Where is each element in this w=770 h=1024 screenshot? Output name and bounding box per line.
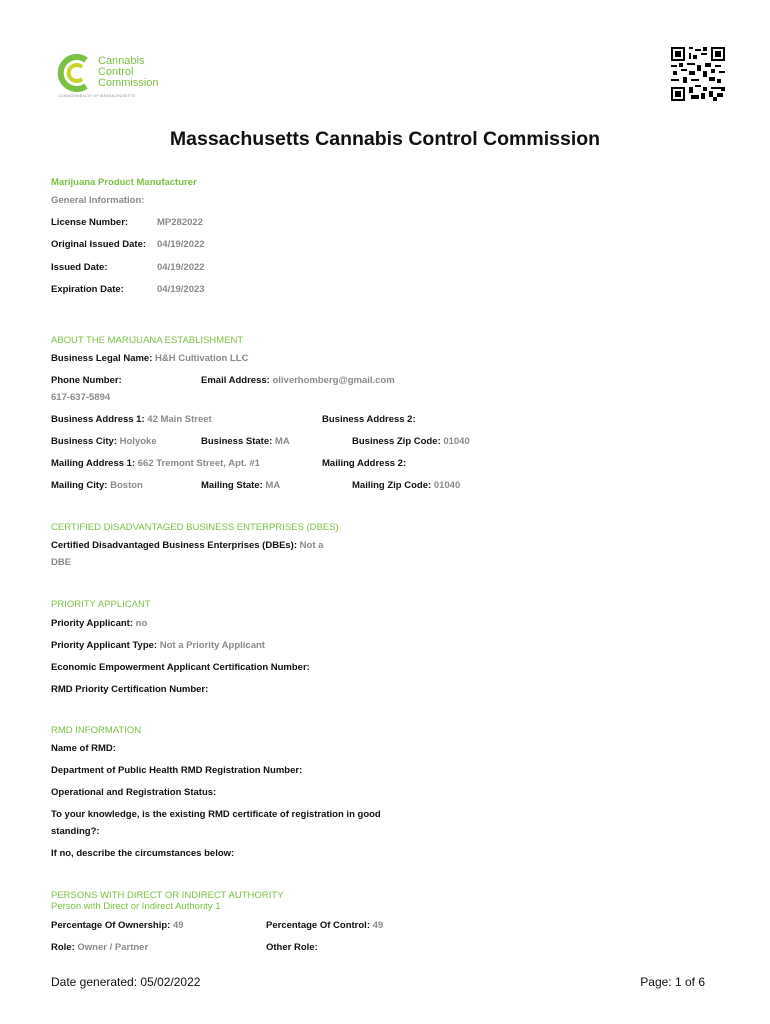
priority-type-row xyxy=(51,640,265,651)
mailing-address1-value: 662 Tremont Street, Apt. #1 xyxy=(137,458,260,469)
email-label: Email Address: xyxy=(201,375,270,386)
mailing-address1-row xyxy=(51,458,260,469)
priority-type-value: Not a Priority Applicant xyxy=(159,640,265,651)
good-standing-line1: To your knowledge, is the existing RMD certificate of registration in good xyxy=(51,809,381,820)
logo-line: Cannabis xyxy=(98,55,145,67)
dbe-value-part1: Not a xyxy=(299,540,324,551)
mailing-state-row xyxy=(201,480,280,491)
rmd-heading: RMD INFORMATION xyxy=(51,725,142,736)
describe-circumstances-label: If no, describe the circumstances below: xyxy=(51,848,235,859)
ownership-row xyxy=(51,920,184,931)
establishment-heading: ABOUT THE MARIJUANA ESTABLISHMENT xyxy=(51,335,244,346)
qr-code-icon xyxy=(671,47,725,101)
logo-text xyxy=(98,56,159,89)
dbe-label: Certified Disadvantaged Business Enterprises (DBEs): xyxy=(51,540,298,551)
mailing-city-value: Boston xyxy=(110,480,143,491)
business-city-row xyxy=(51,436,157,447)
logo-line: Control xyxy=(98,66,134,78)
ownership-value: 49 xyxy=(172,920,184,931)
page-number: Page: 1 of 6 xyxy=(640,975,705,989)
page-title: Massachusetts Cannabis Control Commission xyxy=(169,128,601,150)
dph-registration-label: Department of Public Health RMD Registration Number: xyxy=(51,765,303,776)
original-issued-label: Original Issued Date: xyxy=(51,239,147,250)
legal-name-row xyxy=(51,353,248,364)
business-address1-value: 42 Main Street xyxy=(147,414,212,425)
business-state-value: MA xyxy=(274,436,290,447)
priority-applicant-label: Priority Applicant: xyxy=(51,618,133,629)
license-number-label: License Number: xyxy=(51,217,129,228)
email-value: oliverhomberg@gmail.com xyxy=(272,375,395,386)
dbe-row xyxy=(51,540,323,551)
license-type-heading: Marijuana Product Manufacturer xyxy=(51,177,197,188)
business-address2-row xyxy=(322,414,416,425)
legal-name-label: Business Legal Name: xyxy=(51,353,153,364)
control-label: Percentage Of Control: xyxy=(266,920,370,931)
business-address2-label: Business Address 2: xyxy=(322,414,416,425)
issued-date-label: Issued Date: xyxy=(51,262,108,273)
legal-name-value: H&H Cultivation LLC xyxy=(155,353,249,364)
priority-heading: PRIORITY APPLICANT xyxy=(51,599,151,610)
original-issued-value: 04/19/2022 xyxy=(157,239,205,250)
business-state-label: Business State: xyxy=(201,436,273,447)
mailing-state-label: Mailing State: xyxy=(201,480,263,491)
phone-label: Phone Number: xyxy=(51,375,122,386)
rmd-priority-certification-label: RMD Priority Certification Number: xyxy=(51,684,209,695)
control-value: 49 xyxy=(372,920,384,931)
business-zip-row xyxy=(352,436,470,447)
business-address1-label: Business Address 1: xyxy=(51,414,145,425)
logo-tagline: COMMONWEALTH OF MASSACHUSETTS xyxy=(58,94,136,98)
operational-status-label: Operational and Registration Status: xyxy=(51,787,217,798)
phone-value: 617-637-5894 xyxy=(51,392,111,403)
cannabis-control-logo xyxy=(56,54,186,100)
ee-certification-label: Economic Empowerment Applicant Certification Number: xyxy=(51,662,310,673)
business-zip-value: 01040 xyxy=(443,436,470,447)
mailing-zip-value: 01040 xyxy=(433,480,461,491)
mailing-address2-label: Mailing Address 2: xyxy=(322,458,407,469)
role-row xyxy=(51,942,148,953)
other-role-label: Other Role: xyxy=(266,942,318,953)
mailing-city-label: Mailing City: xyxy=(51,480,108,491)
mailing-zip-row xyxy=(352,480,460,491)
rmd-name-label: Name of RMD: xyxy=(51,743,116,754)
control-row xyxy=(266,920,383,931)
priority-type-label: Priority Applicant Type: xyxy=(51,640,158,651)
business-address1-row xyxy=(51,414,212,425)
priority-applicant-row xyxy=(51,618,147,629)
mailing-city-row xyxy=(51,480,143,491)
good-standing-line2: standing?: xyxy=(51,826,100,837)
dbe-value-part2: DBE xyxy=(51,557,72,568)
mailing-address2-row xyxy=(322,458,406,469)
date-generated: Date generated: 05/02/2022 xyxy=(51,975,201,989)
role-value: Owner / Partner xyxy=(77,942,149,953)
authority-subheading: Person with Direct or Indirect Authority 1 xyxy=(51,901,221,912)
ownership-label: Percentage Of Ownership: xyxy=(51,920,171,931)
expiration-date-label: Expiration Date: xyxy=(51,284,124,295)
business-city-label: Business City: xyxy=(51,436,117,447)
logo-line: Commission xyxy=(98,77,159,89)
mailing-address1-label: Mailing Address 1: xyxy=(51,458,136,469)
qr-code xyxy=(671,47,725,101)
email-row xyxy=(201,375,395,386)
mailing-state-value: MA xyxy=(265,480,281,491)
mailing-zip-label: Mailing Zip Code: xyxy=(352,480,432,491)
business-zip-label: Business Zip Code: xyxy=(352,436,441,447)
general-info-label: General Information: xyxy=(51,195,145,206)
priority-applicant-value: no xyxy=(135,618,148,629)
cannabis-control-logo-icon xyxy=(56,54,98,92)
expiration-date-value: 04/19/2023 xyxy=(157,284,205,295)
authority-heading: PERSONS WITH DIRECT OR INDIRECT AUTHORITY xyxy=(51,890,284,901)
business-state-row xyxy=(201,436,290,447)
license-number-value: MP282022 xyxy=(157,217,203,228)
business-city-value: Holyoke xyxy=(119,436,157,447)
role-label: Role: xyxy=(51,942,75,953)
dbe-heading: CERTIFIED DISADVANTAGED BUSINESS ENTERPRISES (DBES) xyxy=(51,522,339,533)
issued-date-value: 04/19/2022 xyxy=(157,262,205,273)
